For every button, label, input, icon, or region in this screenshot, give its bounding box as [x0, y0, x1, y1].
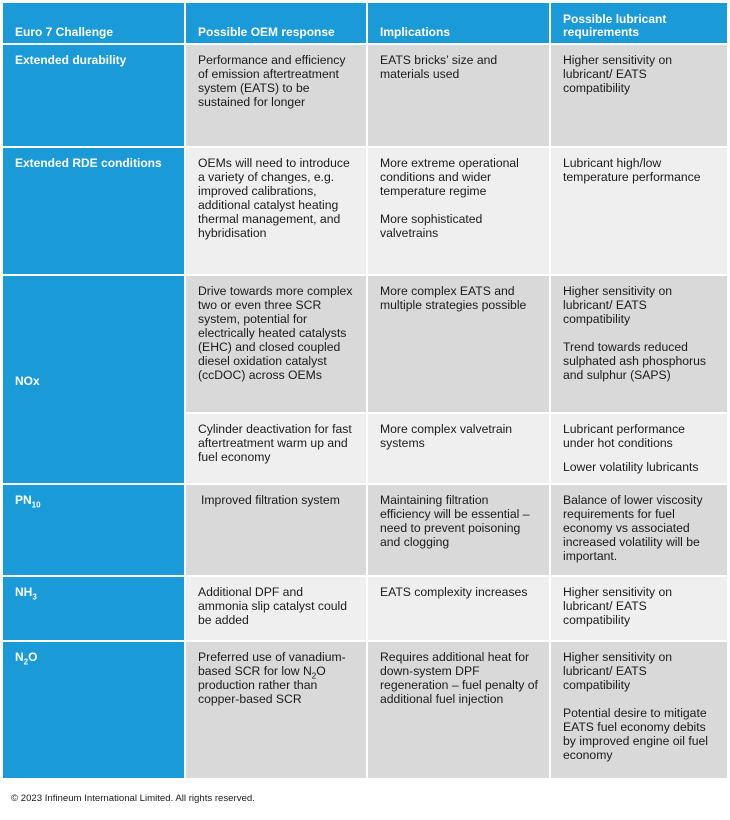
oem-extended-rde: OEMs will need to introduce a variety of changes, e.g. improved calibrations, additional catalyst heating thermal management, and hybridisation	[186, 148, 366, 274]
header-implications: Implications	[368, 3, 549, 43]
lubricant-text: Potential desire to mitigate EATS fuel economy debits by improved engine oil fuel economy	[563, 706, 708, 762]
challenge-n2o-tail: O	[28, 650, 38, 664]
lubricant-n2o	[551, 642, 727, 778]
lubricant-text: Higher sensitivity on lubricant/ EATS compatibility	[563, 284, 673, 326]
challenge-nh3-sub: 3	[32, 592, 37, 602]
oem-n2o-text-a: Preferred use of vanadium- based SCR for low N	[198, 650, 346, 678]
oem-nh3: Additional DPF and ammonia slip catalyst could be added	[186, 577, 366, 640]
oem-n2o-sub: 2	[311, 671, 317, 681]
oem-n2o	[186, 642, 366, 778]
lubricant-nox-scr	[551, 276, 727, 412]
implications-pn10: Maintaining filtration efficiency will be essential – need to prevent poisoning and clogging	[368, 485, 549, 575]
lubricant-text: Lubricant performance under hot conditions	[563, 422, 685, 450]
lubricant-extended-rde: Lubricant high/low temperature performance	[551, 148, 727, 274]
lubricant-pn10: Balance of lower viscosity requirements for fuel economy vs associated increased volatility will be important.	[551, 485, 727, 575]
challenge-nh3-base: NH	[15, 585, 33, 599]
oem-nox-cylinder: Cylinder deactivation for fast aftertreatment warm up and fuel economy	[186, 414, 366, 483]
implications-extended-durability: EATS bricks’ size and materials used	[368, 45, 549, 146]
challenge-n2o	[3, 642, 184, 778]
challenge-n2o-sub: 2	[23, 657, 29, 667]
euro7-table	[3, 3, 727, 778]
lubricant-nh3: Higher sensitivity on lubricant/ EATS compatibility	[551, 577, 727, 640]
copyright-footer: © 2023 Infineum International Limited. All rights reserved.	[11, 793, 255, 804]
header-challenge: Euro 7 Challenge	[3, 3, 184, 43]
header-oem-response: Possible OEM response	[186, 3, 366, 43]
oem-extended-durability: Performance and efficiency of emission aftertreatment system (EATS) to be sustained for longer	[186, 45, 366, 146]
challenge-nox	[3, 276, 184, 483]
challenge-pn10-sub: 10	[31, 500, 41, 510]
lubricant-text: Trend towards reduced sulphated ash phosphorus and sulphur (SAPS)	[563, 340, 706, 382]
implications-extended-rde	[368, 148, 549, 274]
challenge-pn10	[3, 485, 184, 575]
oem-n2o-text-b: O production rather than copper-based SCR	[198, 664, 326, 706]
oem-nox-scr: Drive towards more complex two or even three SCR system, potential for electrically heated catalysts (EHC) and closed coupled diesel oxidation catalyst (ccDOC) across OEMs	[186, 276, 366, 412]
lubricant-extended-durability: Higher sensitivity on lubricant/ EATS compatibility	[551, 45, 727, 146]
implications-n2o: Requires additional heat for down-system DPF regeneration – fuel penalty of additional fuel injection	[368, 642, 549, 778]
implications-nox-cylinder: More complex valvetrain systems	[368, 414, 549, 483]
oem-pn10: Improved filtration system	[186, 485, 366, 575]
challenge-extended-durability: Extended durability	[3, 45, 184, 146]
challenge-extended-rde: Extended RDE conditions	[3, 148, 184, 274]
implication-text: More sophisticated valvetrains	[380, 212, 483, 240]
implications-nh3: EATS complexity increases	[368, 577, 549, 640]
lubricant-nox-cylinder	[551, 414, 727, 483]
implication-text: More extreme operational conditions and wider temperature regime	[380, 156, 519, 198]
lubricant-text: Lower volatility lubricants	[563, 460, 699, 474]
implications-nox-scr: More complex EATS and multiple strategies possible	[368, 276, 549, 412]
header-lubricant: Possible lubricant requirements	[551, 3, 727, 43]
lubricant-text: Higher sensitivity on lubricant/ EATS compatibility	[563, 650, 673, 692]
challenge-pn10-base: PN	[15, 493, 32, 507]
challenge-n2o-base: N	[15, 650, 24, 664]
challenge-nh3	[3, 577, 184, 640]
challenge-nox-label: NOx	[15, 373, 40, 388]
